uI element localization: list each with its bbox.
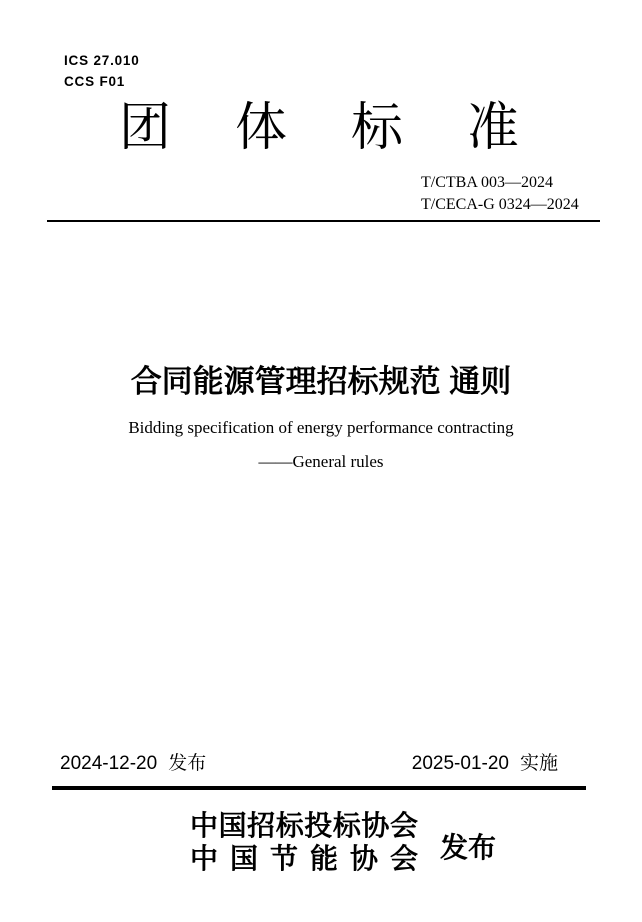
main-title-chinese: 合同能源管理招标规范 通则 xyxy=(130,364,512,399)
publish-label: 发布 xyxy=(440,833,497,864)
standard-numbers xyxy=(421,172,579,215)
publisher-names xyxy=(190,810,418,876)
implement-date-group xyxy=(412,752,558,776)
header-rule xyxy=(47,220,600,222)
implement-date: 2025-01-20 xyxy=(411,753,509,774)
issue-date: 2024-12-20 xyxy=(60,753,158,774)
publisher-primary: 中国招标投标协会 xyxy=(190,811,418,842)
title-english-subtitle: ——General rules xyxy=(258,452,384,471)
title-english: Bidding specification of energy performance contracting xyxy=(128,418,514,437)
issue-date-label: 发布 xyxy=(168,753,207,774)
issue-date-group xyxy=(60,752,206,776)
standard-number-secondary: T/CECA-G 0324—2024 xyxy=(421,195,579,213)
publisher-secondary: 中国节能协会 xyxy=(190,844,418,875)
date-row xyxy=(60,752,558,776)
ccs-code: CCS F01 xyxy=(64,74,126,89)
ics-code: ICS 27.010 xyxy=(64,53,140,68)
implement-date-label: 实施 xyxy=(519,753,558,774)
footer-rule xyxy=(52,786,586,790)
document-type-title: 团体标准 xyxy=(119,99,519,157)
classification-codes xyxy=(64,50,140,92)
standard-number-primary: T/CTBA 003—2024 xyxy=(421,174,554,191)
